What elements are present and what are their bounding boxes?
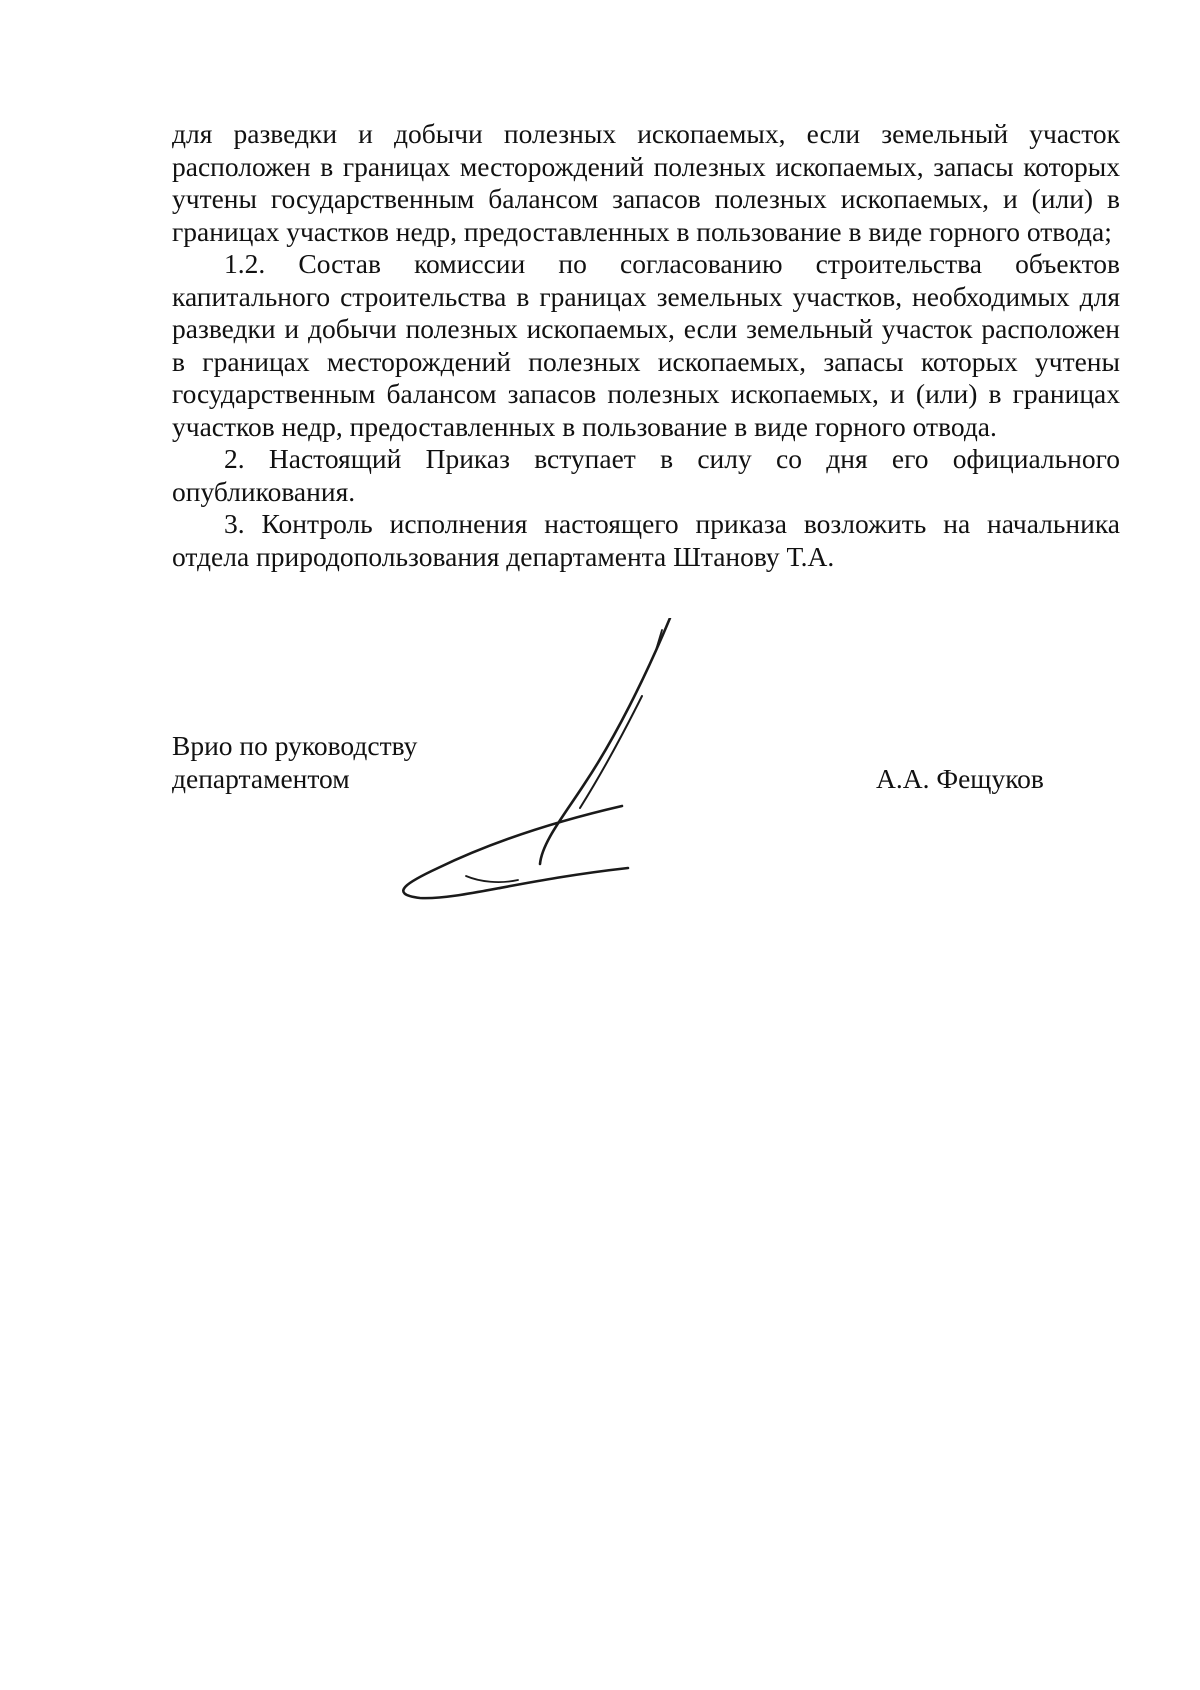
paragraph-1-2: 1.2. Состав комиссии по согласованию строительства объектов капитального строительства в границах земельных участков, необходимых для разведки и добычи полезных ископаемых, если земельный участок расположен в границах месторождений полезных ископаемых, запасы которых учтены государственным балансом запасов полезных ископаемых, и (или) в границах участков недр, предоставленных в пользование в виде горного отвода. xyxy=(172,248,1120,442)
signature-stroke-main xyxy=(540,618,670,864)
signature-stroke-loop xyxy=(403,806,628,898)
paragraph-1-1-continuation: для разведки и добычи полезных ископаемых, если земельный участок расположен в границах месторождений полезных ископаемых, запасы которых учтены государственным балансом запасов полезных ископаемых, и (или) в границах участков недр, предоставленных в пользование в виде горного отвода; xyxy=(172,118,1120,247)
signature-stroke-curl xyxy=(466,876,518,882)
document-body xyxy=(172,118,1120,573)
signature-stroke-secondary xyxy=(580,696,642,808)
signatory-position xyxy=(172,730,417,795)
paragraph-3: 3. Контроль исполнения настоящего приказа возложить на начальника отдела природопользования департамента Штанову Т.А. xyxy=(172,508,1120,572)
signatory-name: А.А. Фещуков xyxy=(876,763,1044,794)
signatory-position-line-1: Врио по руководству xyxy=(172,730,418,761)
paragraph-2: 2. Настоящий Приказ вступает в силу со дня его официального опубликования. xyxy=(172,443,1120,507)
signatory-position-line-2: департаментом xyxy=(172,762,350,794)
handwritten-signature xyxy=(400,618,700,918)
